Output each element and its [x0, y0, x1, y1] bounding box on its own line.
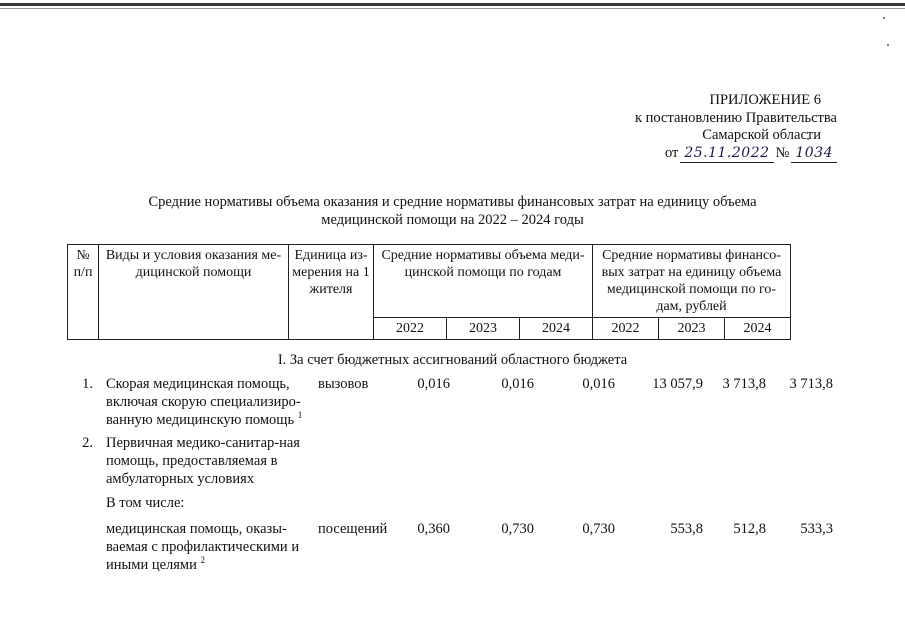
- header-cost-year: 2023: [659, 318, 725, 340]
- row-kind: [106, 375, 304, 429]
- scan-speck: [883, 17, 885, 19]
- row-cost-2024: 3 713,8: [789, 376, 833, 392]
- row-cost-2024: 533,3: [800, 521, 833, 537]
- handwritten-date: 25.11.2022: [680, 145, 773, 164]
- row-volume-2023: 0,730: [501, 521, 534, 537]
- date-prefix: от: [664, 144, 679, 161]
- row-volume-2023: 0,016: [501, 376, 534, 392]
- header-kind: Виды и условия оказания ме-дицинской помощи: [99, 245, 289, 340]
- norms-table-header: [67, 244, 791, 340]
- header-volume-group: Средние нормативы объема меди-цинской помощи по годам: [374, 245, 593, 318]
- row-cost-2023: 3 713,8: [722, 376, 766, 392]
- row-number: 2.: [82, 435, 93, 451]
- row-cost-2022: 13 057,9: [652, 376, 703, 392]
- top-border-line: [0, 3, 905, 6]
- row-cost-2023: 512,8: [733, 521, 766, 537]
- appendix-label: ПРИЛОЖЕНИЕ 6: [709, 92, 821, 108]
- section-title: I. За счет бюджетных ассигнований областного бюджета: [277, 352, 628, 368]
- header-volume-year: 2024: [520, 318, 593, 340]
- row-volume-2022: 0,360: [417, 521, 450, 537]
- row-unit: посещений: [318, 521, 388, 537]
- appendix-decree-line: к постановлению Правительства: [635, 109, 837, 126]
- row-unit: вызовов: [318, 376, 369, 392]
- row-volume-2024: 0,016: [582, 376, 615, 392]
- row-kind: Первичная медико-санитар-ная помощь, предоставляемая в амбулаторных условиях: [106, 435, 300, 487]
- number-prefix: №: [775, 144, 790, 161]
- row-cost-2022: 553,8: [670, 521, 703, 537]
- handwritten-number: 1034: [791, 145, 837, 164]
- row-kind: [106, 520, 304, 574]
- header-cost-group: Средние нормативы финансо-вых затрат на единицу объема медицинской помощи по го-дам, рублей: [593, 245, 791, 318]
- row-number: 1.: [82, 376, 93, 392]
- appendix-region-line: Самарской области: [702, 127, 821, 143]
- appendix-block: [635, 92, 837, 163]
- header-cost-year: 2024: [725, 318, 791, 340]
- row-volume-2022: 0,016: [417, 376, 450, 392]
- header-unit: Единица из-мерения на 1 жителя: [289, 245, 374, 340]
- row-volume-2024: 0,730: [582, 521, 615, 537]
- footnote-mark: 2: [200, 555, 205, 566]
- footnote-mark: 1: [297, 410, 303, 421]
- header-num: № п/п: [68, 245, 99, 340]
- header-cost-year: 2022: [593, 318, 659, 340]
- top-border-line-thin: [0, 8, 905, 9]
- scan-speck: [887, 44, 889, 46]
- row-kind-text: медицинская помощь, оказы-ваемая с профилактическими и иными целями: [106, 521, 300, 573]
- title-line-2: медицинской помощи на 2022 – 2024 годы: [321, 212, 584, 228]
- row-kind: В том числе:: [106, 495, 185, 511]
- title-line-1: Средние нормативы объема оказания и средние нормативы финансовых затрат на единицу объема: [148, 194, 757, 210]
- appendix-date-number-line: [635, 145, 837, 164]
- document-title: [0, 193, 905, 229]
- row-kind-text: Скорая медицинская помощь, включая скорую специализиро-ванную медицинскую помощь: [106, 376, 301, 428]
- header-volume-year: 2023: [447, 318, 520, 340]
- header-volume-year: 2022: [374, 318, 447, 340]
